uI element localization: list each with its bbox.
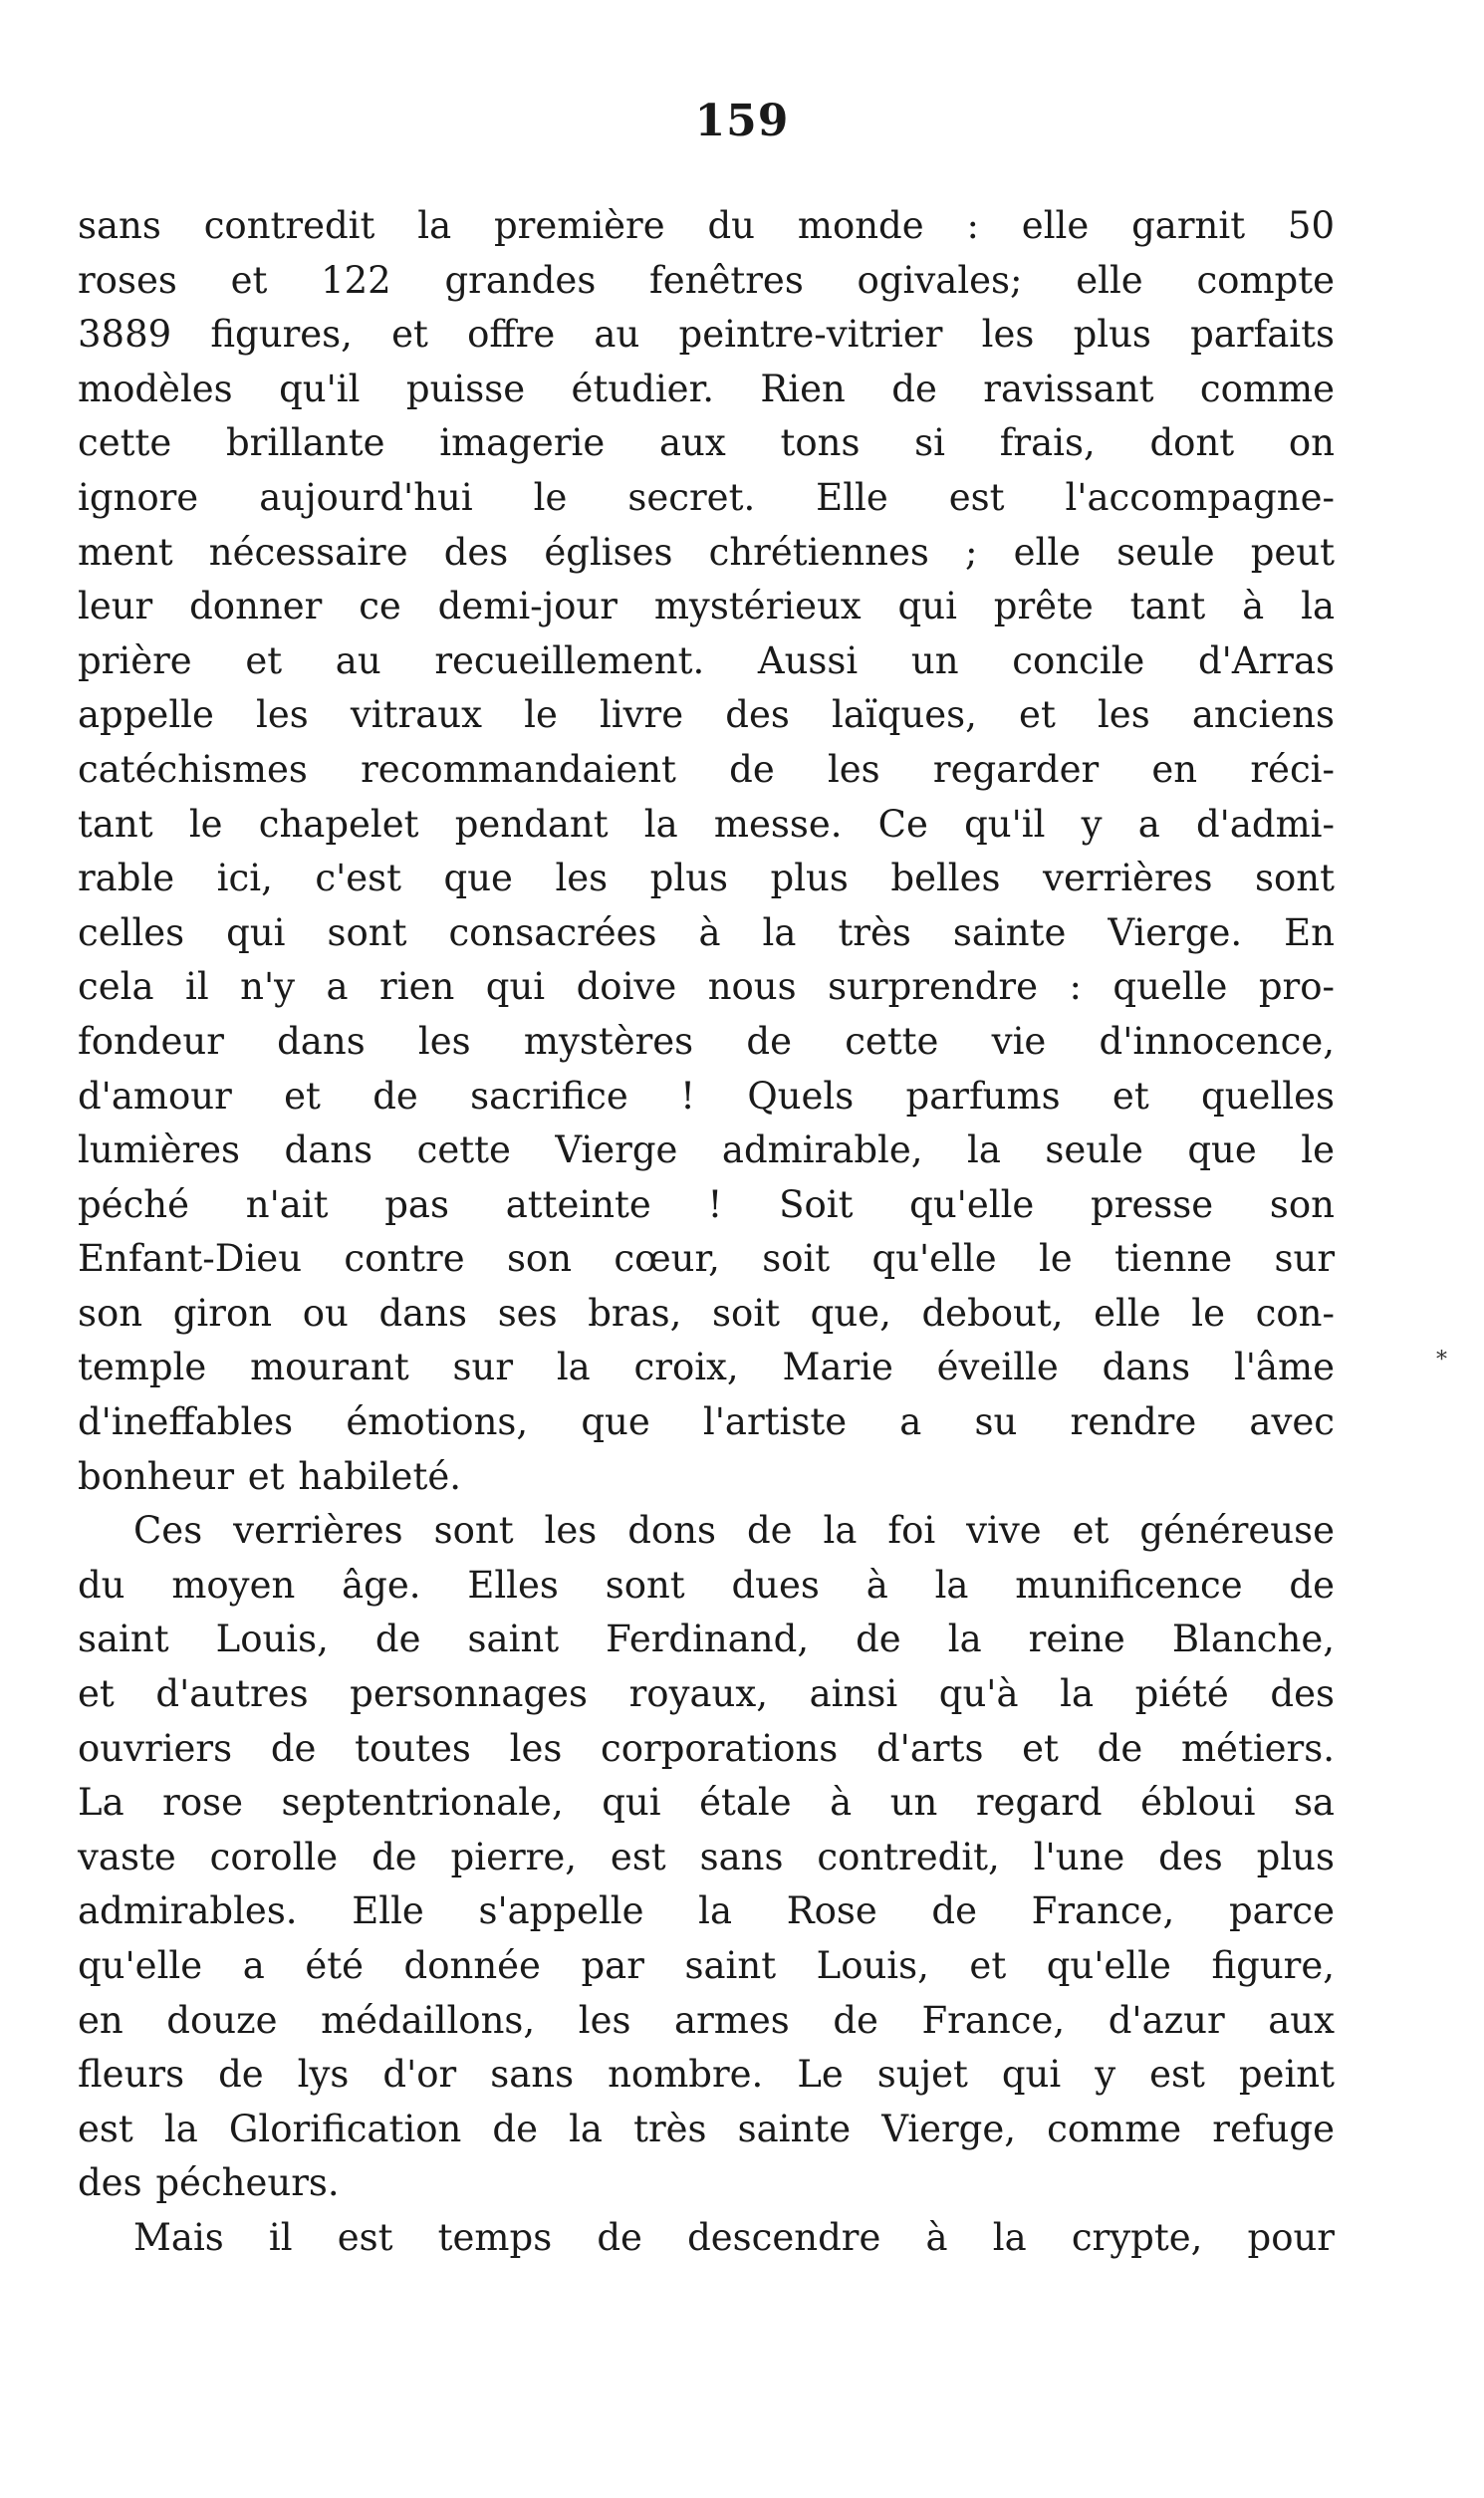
text-line: son giron ou dans ses bras, soit que, debout, elle le con- [78, 1291, 1335, 1335]
text-line: d'amour et de sacrifice ! Quels parfums et quelles [78, 1074, 1335, 1118]
text-line: et d'autres personnages royaux, ainsi qu'à la piété des [78, 1672, 1335, 1716]
text-line: cette brillante imagerie aux tons si frais, dont on [78, 421, 1335, 465]
text-line: ment nécessaire des églises chrétiennes ; elle seule peut [78, 530, 1335, 574]
text-line: temple mourant sur la croix, Marie éveille dans l'âme [78, 1346, 1335, 1389]
text-line: prière et au recueillement. Aussi un concile d'Arras [78, 638, 1335, 682]
text-line: des pécheurs. [78, 2161, 340, 2205]
text-line: lumières dans cette Vierge admirable, la seule que le [78, 1128, 1335, 1172]
body-text [78, 199, 1335, 2266]
text-line: fleurs de lys d'or sans nombre. Le sujet qui y est peint [78, 2053, 1335, 2097]
page-number: 159 [694, 96, 790, 146]
text-line: 3889 figures, et offre au peintre-vitrier les plus parfaits [78, 313, 1335, 357]
text-line: appelle les vitraux le livre des laïques, et les anciens [78, 693, 1335, 737]
text-line: Ces verrières sont les dons de la foi vive et généreuse [133, 1509, 1335, 1553]
text-line: péché n'ait pas atteinte ! Soit qu'elle presse son [78, 1182, 1335, 1226]
text-line: modèles qu'il puisse étudier. Rien de ravissant comme [78, 367, 1335, 410]
text-line: La rose septentrionale, qui étale à un regard ébloui sa [78, 1781, 1335, 1825]
text-line: d'ineffables émotions, que l'artiste a su rendre avec [78, 1400, 1335, 1444]
text-line: bonheur et habileté. [78, 1454, 461, 1498]
text-line: sans contredit la première du monde : elle garnit 50 [78, 204, 1335, 247]
text-line: cela il n'y a rien qui doive nous surprendre : quelle pro- [78, 965, 1335, 1009]
text-line: catéchismes recommandaient de les regarder en réci- [78, 747, 1335, 791]
text-line: ignore aujourd'hui le secret. Elle est l'accompagne- [78, 475, 1335, 519]
text-line: leur donner ce demi-jour mystérieux qui prête tant à la [78, 585, 1335, 628]
text-line: tant le chapelet pendant la messe. Ce qu'il y a d'admi- [78, 802, 1335, 846]
text-line: Enfant-Dieu contre son cœur, soit qu'elle le tienne sur [78, 1237, 1335, 1281]
text-line: celles qui sont consacrées à la très sainte Vierge. En [78, 910, 1335, 954]
text-line: vaste corolle de pierre, est sans contredit, l'une des plus [78, 1835, 1335, 1878]
text-line: admirables. Elle s'appelle la Rose de France, parce [78, 1889, 1335, 1933]
text-line: saint Louis, de saint Ferdinand, de la reine Blanche, [78, 1618, 1335, 1661]
text-line: qu'elle a été donnée par saint Louis, et qu'elle figure, [78, 1944, 1335, 1987]
text-line: en douze médaillons, les armes de France, d'azur aux [78, 1998, 1335, 2042]
text-line: fondeur dans les mystères de cette vie d'innocence, [78, 1019, 1335, 1063]
text-line: est la Glorification de la très sainte Vierge, comme refuge [78, 2107, 1335, 2150]
text-line: Mais il est temps de descendre à la crypte, pour [133, 2215, 1335, 2259]
text-line: rable ici, c'est que les plus plus belles verrières sont [78, 857, 1335, 900]
text-line: ouvriers de toutes les corporations d'arts et de métiers. [78, 1726, 1335, 1770]
text-line: du moyen âge. Elles sont dues à la munificence de [78, 1563, 1335, 1607]
stray-print-mark: * [1436, 1348, 1447, 1373]
text-line: roses et 122 grandes fenêtres ogivales; elle compte [78, 258, 1335, 302]
